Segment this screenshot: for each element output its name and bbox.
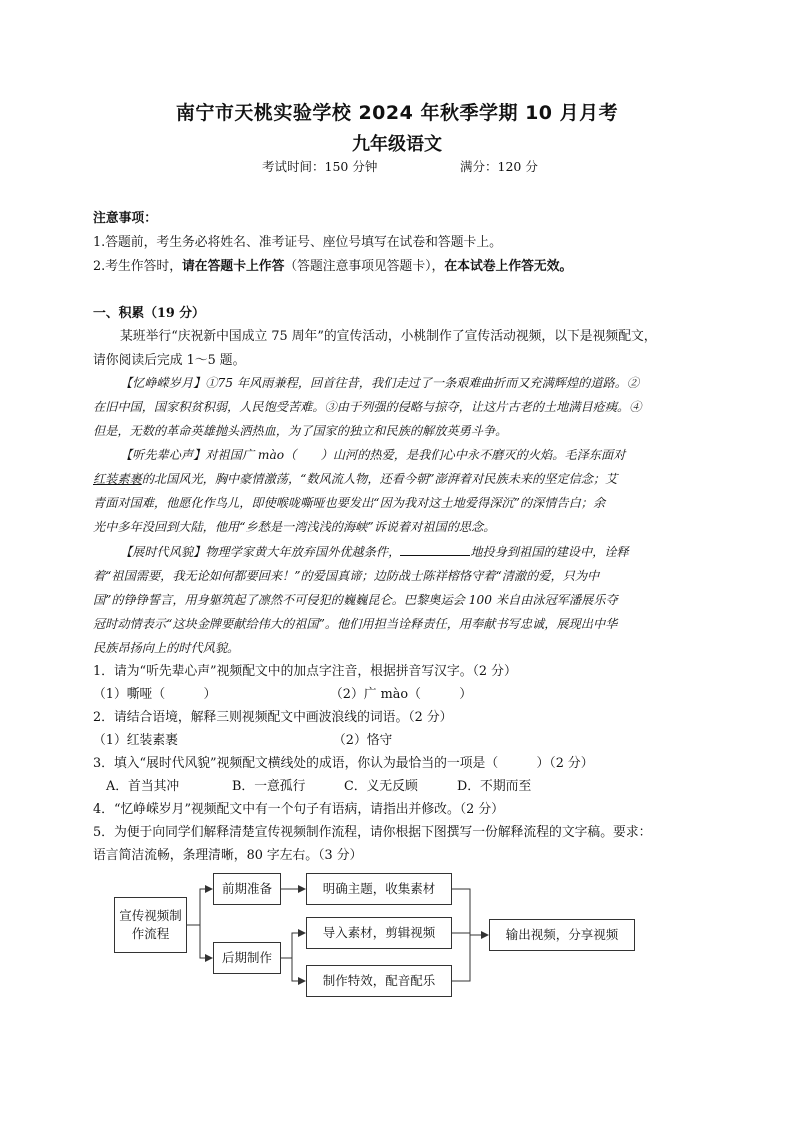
- question-3: 3．填入“展时代风貌”视频配文横线处的成语，你认为最恰当的一项是（ ）（2 分）: [93, 756, 594, 771]
- passage2-line-2-rest: 的北国风光，胸中豪情激荡，“数风流人物，还看今朝”澎湃着对民族未来的坚定信念；艾: [141, 472, 618, 486]
- question-2: 2．请结合语境，解释三则视频配文中画波浪线的词语。（2 分）: [93, 710, 453, 725]
- question-3-option-a: A．首当其冲: [106, 779, 180, 794]
- question-1-a: （1）嘶哑（ ）: [93, 687, 217, 702]
- exam-title: 南宁市天桃实验学校 2024 年秋季学期 10 月月考: [175, 102, 619, 124]
- section-heading: 一、积累（19 分）: [93, 306, 205, 321]
- question-1-b: （2）广 mào（ ）: [330, 687, 473, 702]
- passage3-line-3: 国”的铮铮誓言，用身躯筑起了凛然不可侵犯的巍巍昆仑。巴黎奥运会 100 米自由泳冠军潘展乐夺: [93, 593, 618, 607]
- notice-item-2-a: 2.考生作答时，: [93, 259, 182, 274]
- question-1: 1．请为“听先辈心声”视频配文中的加点字注音，根据拼音写汉字。（2 分）: [93, 664, 517, 679]
- notice-item-2-d: 在本试卷上作答无效。: [444, 259, 573, 274]
- flow-box-output: 输出视频，分享视频: [489, 919, 635, 951]
- question-5-line-2: 语言简洁流畅，条理清晰，80 字左右。（3 分）: [93, 848, 363, 863]
- passage2-line-3: 青面对国难，他愿化作鸟儿，即使喉咙嘶哑也要发出“因为我对这土地爱得深沉”的深情告白；余: [93, 496, 606, 510]
- question-2-a: （1）红装素裹: [93, 733, 178, 748]
- exam-subtitle: 九年级语文: [352, 134, 442, 155]
- flow-box-root: 宣传视频制作流程: [114, 897, 187, 953]
- wavy-word-hongzhuangsuguo: 红装素裹: [93, 472, 142, 486]
- question-4: 4．“忆峥嵘岁月”视频配文中有一个句子有语病，请指出并修改。（2 分）: [93, 802, 504, 817]
- flow-box-stage2: 后期制作: [213, 942, 281, 974]
- passage2-line-4: 光中多年没回到大陆，他用“乡愁是一湾浅浅的海峡”诉说着对祖国的思念。: [93, 520, 496, 534]
- question-3-option-d: D．不期而至: [457, 779, 532, 794]
- notice-heading: 注意事项：: [93, 211, 157, 226]
- exam-time: 考试时间：150 分钟: [262, 159, 378, 174]
- passage3-line-2: 着“祖国需要，我无论如何都要回来！”的爱国真谛；边防战士陈祥榕恪守着“清澈的爱，只为中: [93, 569, 600, 583]
- question-2-b: （2）恪守: [333, 733, 393, 748]
- passage1-line-2: 在旧中国，国家积贫积弱，人民饱受苦难。③由于列强的侵略与掠夺，让这片古老的土地满目疮痍。④: [93, 400, 642, 414]
- connector-stage2-step2: [281, 933, 305, 958]
- flow-box-step2: 导入素材，剪辑视频: [306, 917, 452, 949]
- notice-item-2-b: 请在答题卡上作答: [182, 259, 285, 274]
- connector-root-stage2: [200, 925, 212, 958]
- passage1-line-3: 但是，无数的革命英雄抛头洒热血，为了国家的独立和民族的解放英勇斗争。: [93, 424, 508, 438]
- flow-box-step1: 明确主题，收集素材: [306, 873, 452, 905]
- connector-steps-bracket: [452, 889, 470, 981]
- question-3-option-c: C．义无反顾: [344, 779, 418, 794]
- passage1-line-1: 【忆峥嵘岁月】①75 年风雨兼程，回首往昔，我们走过了一条艰难曲折而又充满辉煌的道路。②: [120, 376, 640, 390]
- intro-line-2: 请你阅读后完成 1～5 题。: [93, 353, 246, 368]
- notice-item-1: 1.答题前，考生务必将姓名、准考证号、座位号填写在试卷和答题卡上。: [93, 235, 502, 250]
- connector-root-stage1: [187, 889, 212, 925]
- flow-box-step3: 制作特效，配音配乐: [306, 965, 452, 997]
- question-5-line-1: 5．为便于向同学们解释清楚宣传视频制作流程，请你根据下图撰写一份解释流程的文字稿。要求：: [93, 825, 652, 840]
- intro-line-1: 某班举行“庆祝新中国成立 75 周年”的宣传活动，小桃制作了宣传活动视频，以下是视频配文，: [120, 329, 657, 344]
- connector-stage2-step3: [292, 958, 305, 981]
- full-score: 满分：120 分: [460, 159, 538, 174]
- passage3-line-1-b: 地投身到祖国的建设中，诠释: [470, 545, 629, 559]
- passage2-line-1: 【听先辈心声】对祖国广 mào（ ）山河的热爱，是我们心中永不磨灭的火焰。毛泽东面对: [120, 448, 626, 462]
- passage3-line-1-a: 【展时代风貌】物理学家黄大年放弃国外优越条件，: [120, 545, 401, 559]
- passage3-line-5: 民族昂扬向上的时代风貌。: [93, 641, 240, 655]
- flow-box-stage1: 前期准备: [213, 873, 281, 905]
- question-3-option-b: B．一意孤行: [232, 779, 306, 794]
- notice-item-2-c: （答题注意事项见答题卡），: [284, 259, 445, 274]
- passage3-line-4: 冠时动情表示“这块金牌要献给伟大的祖国”。他们用担当诠释责任，用奉献书写忠诚，展现出中华: [93, 617, 618, 631]
